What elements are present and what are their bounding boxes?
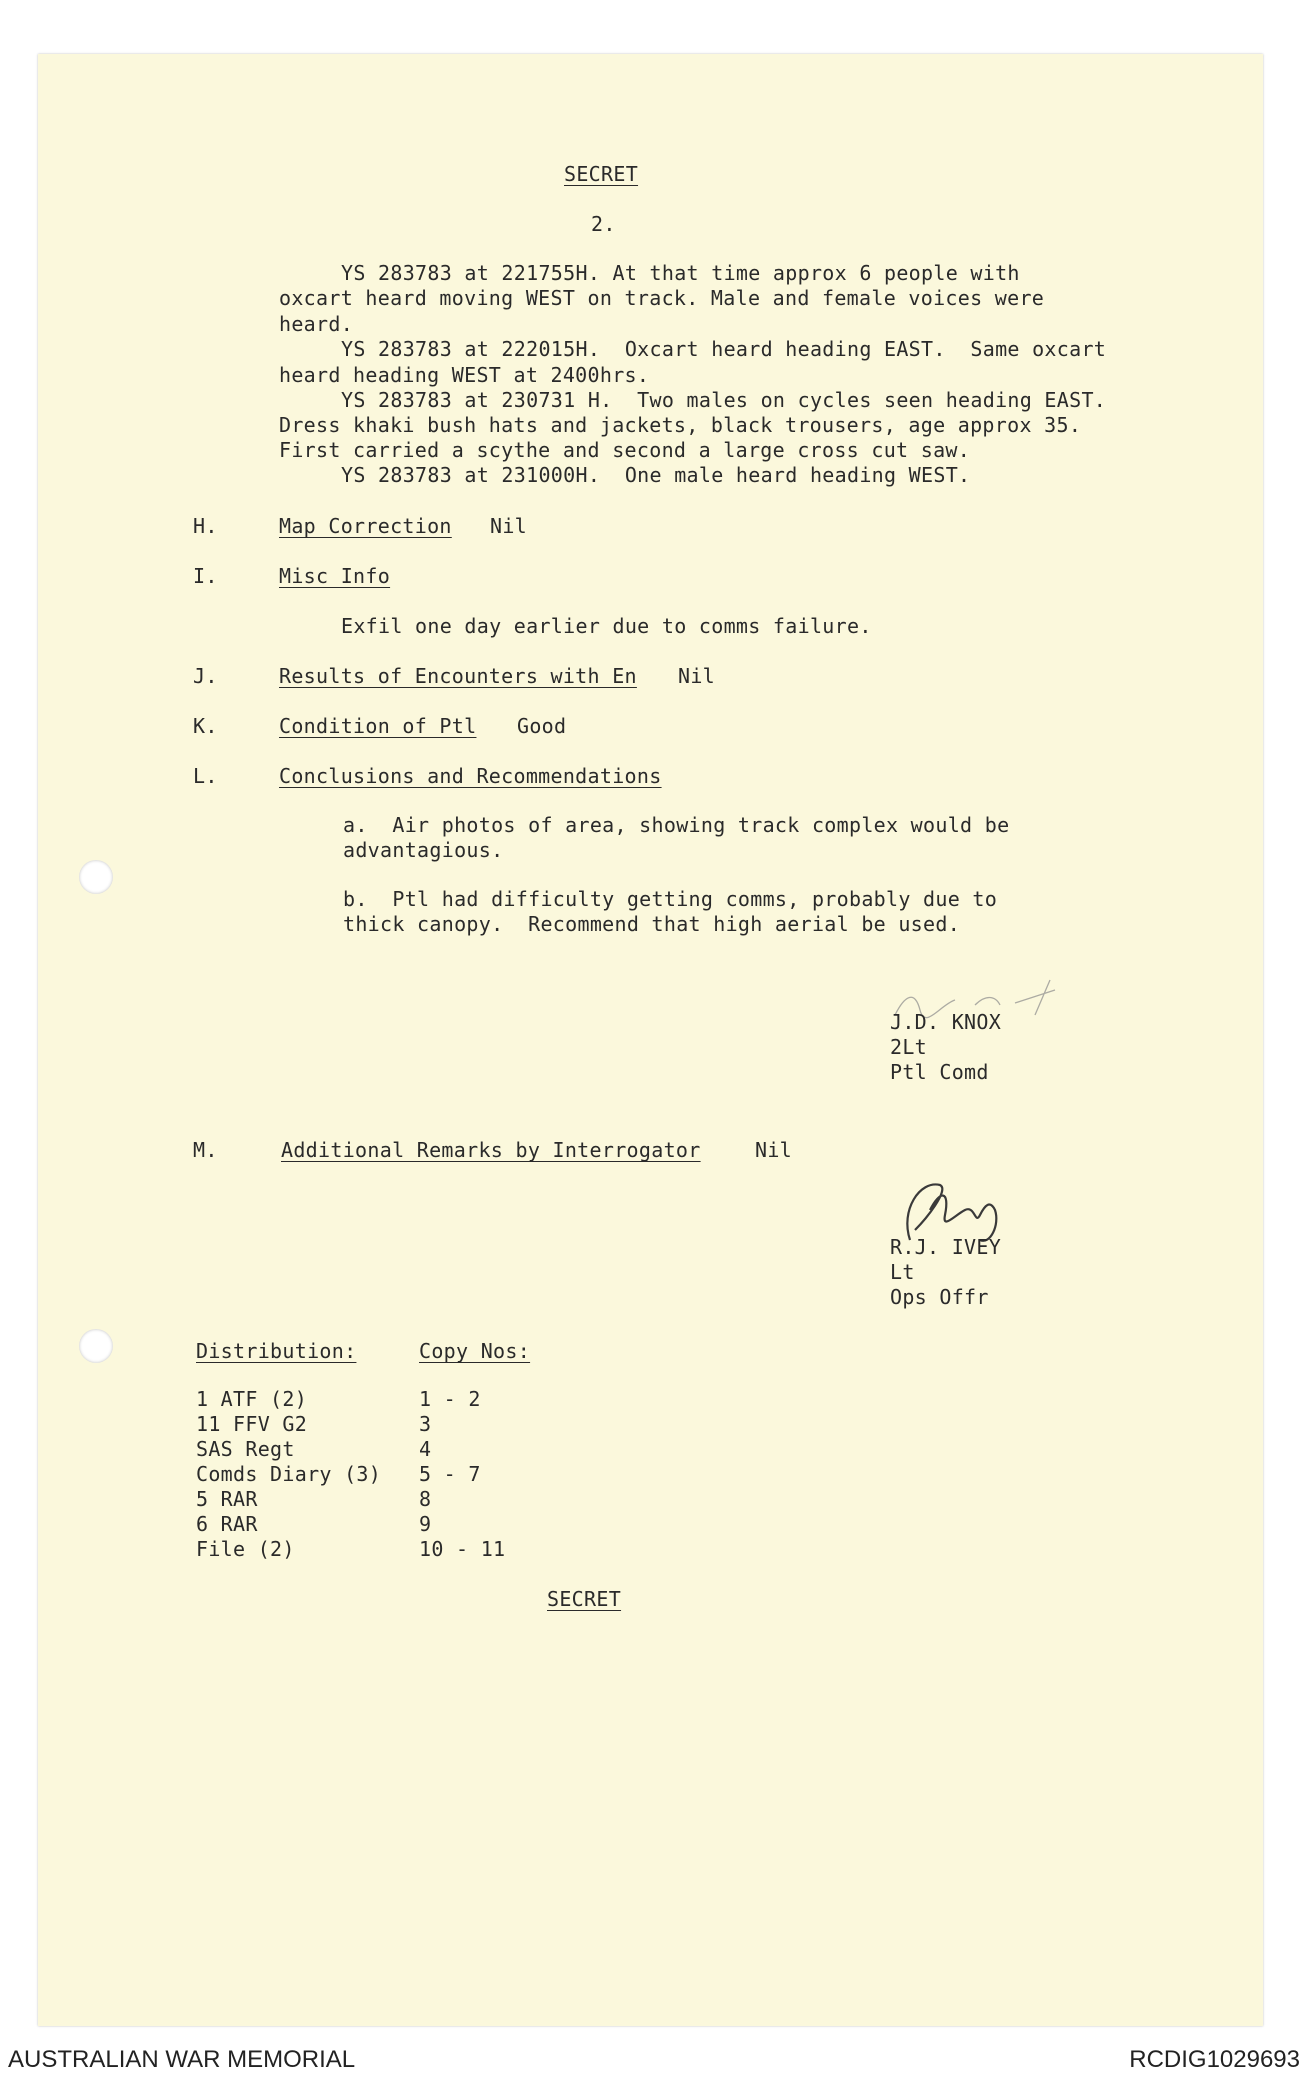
recommendation-b: b. Ptl had difficulty getting comms, probably due to <box>343 887 998 911</box>
archive-institution: AUSTRALIAN WAR MEMORIAL <box>8 2046 356 2073</box>
signatory-name-1: J.D. KNOX <box>890 1010 1002 1034</box>
distribution-recipient: 1 ATF (2) <box>196 1387 308 1411</box>
page-number: 2. <box>591 212 616 236</box>
narrative-line: YS 283783 at 222015H. Oxcart heard heading EAST. Same oxcart <box>341 337 1107 361</box>
narrative-line: YS 283783 at 231000H. One male heard heading WEST. <box>341 463 971 487</box>
narrative-line: heard heading WEST at 2400hrs. <box>279 363 650 387</box>
recommendation-a-cont: advantagious. <box>343 838 504 862</box>
distribution-copy: 3 <box>419 1412 432 1436</box>
classification-footer: SECRET <box>547 1587 622 1611</box>
narrative-line: heard. <box>279 312 354 336</box>
punch-hole-top <box>79 860 113 894</box>
distribution-copy: 4 <box>419 1437 432 1461</box>
distribution-copy: 10 - 11 <box>419 1537 506 1561</box>
signatory-rank-2: Lt <box>890 1260 915 1284</box>
section-value-j: Nil <box>678 664 716 688</box>
distribution-recipient: SAS Regt <box>196 1437 295 1461</box>
recommendation-a: a. Air photos of area, showing track complex would be <box>343 813 1010 837</box>
distribution-recipient: Comds Diary (3) <box>196 1462 382 1486</box>
distribution-recipient: 5 RAR <box>196 1487 258 1511</box>
signatory-role-1: Ptl Comd <box>890 1060 989 1084</box>
narrative-line: First carried a scythe and second a large cross cut saw. <box>279 438 971 462</box>
signatory-name-2: R.J. IVEY <box>890 1235 1002 1259</box>
classification-header: SECRET <box>564 162 639 186</box>
distribution-heading: Distribution: <box>196 1339 357 1363</box>
punch-hole-bottom <box>79 1329 113 1363</box>
distribution-recipient: File (2) <box>196 1537 295 1561</box>
narrative-line: YS 283783 at 230731 H. Two males on cycles seen heading EAST. <box>341 388 1107 412</box>
recommendation-b-cont: thick canopy. Recommend that high aerial be used. <box>343 912 961 936</box>
section-value-m: Nil <box>755 1138 793 1162</box>
distribution-copy: 1 - 2 <box>419 1387 481 1411</box>
narrative-line: oxcart heard moving WEST on track. Male and female voices were <box>279 286 1045 310</box>
section-letter-l: L. <box>193 764 218 788</box>
section-letter-m: M. <box>193 1138 218 1162</box>
section-value-h: Nil <box>490 514 528 538</box>
distribution-recipient: 6 RAR <box>196 1512 258 1536</box>
narrative-line: Dress khaki bush hats and jackets, black trousers, age approx 35. <box>279 413 1082 437</box>
distribution-copy: 8 <box>419 1487 432 1511</box>
section-letter-h: H. <box>193 514 218 538</box>
signatory-role-2: Ops Offr <box>890 1285 989 1309</box>
narrative-line: YS 283783 at 221755H. At that time approx 6 people with <box>341 261 1020 285</box>
section-letter-k: K. <box>193 714 218 738</box>
section-heading-k: Condition of Ptl <box>279 714 477 738</box>
section-body-i: Exfil one day earlier due to comms failure. <box>341 614 872 638</box>
section-letter-j: J. <box>193 664 218 688</box>
section-heading-i: Misc Info <box>279 564 391 588</box>
distribution-recipient: 11 FFV G2 <box>196 1412 308 1436</box>
section-value-k: Good <box>517 714 567 738</box>
signatory-rank-1: 2Lt <box>890 1035 928 1059</box>
section-letter-i: I. <box>193 564 218 588</box>
copy-nos-heading: Copy Nos: <box>419 1339 531 1363</box>
archive-reference: RCDIG1029693 <box>1129 2046 1300 2073</box>
distribution-copy: 9 <box>419 1512 432 1536</box>
section-heading-j: Results of Encounters with En <box>279 664 637 688</box>
distribution-copy: 5 - 7 <box>419 1462 481 1486</box>
section-heading-h: Map Correction <box>279 514 452 538</box>
section-heading-m: Additional Remarks by Interrogator <box>281 1138 701 1162</box>
section-heading-l: Conclusions and Recommendations <box>279 764 662 788</box>
